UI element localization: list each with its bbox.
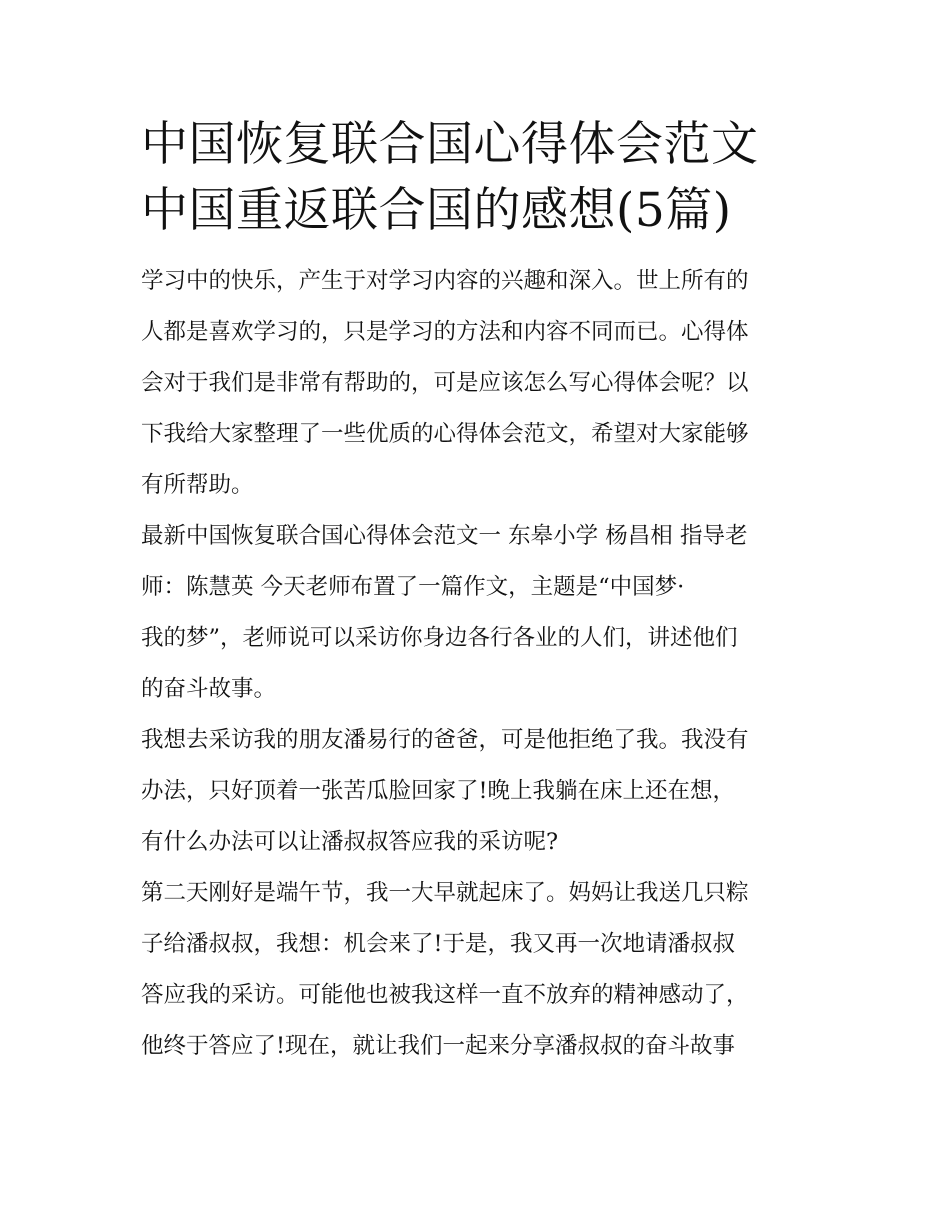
text-line: 人都是喜欢学习的，只是学习的方法和内容不同而已。心得体 — [141, 319, 749, 345]
title-line: 中国重返联合国的感想(5篇) — [141, 183, 732, 238]
text-line: 师：陈慧英 今天老师布置了一篇作文，主题是“中国梦· — [141, 574, 685, 600]
text-line: 的奋斗故事。 — [141, 676, 277, 702]
paragraph-dragon-boat-day — [141, 868, 821, 1072]
text-line: 子给潘叔叔，我想：机会来了!于是，我又再一次地请潘叔叔 — [141, 931, 736, 957]
text-line: 第二天刚好是端午节，我一大早就起床了。妈妈让我送几只粽 — [141, 880, 749, 906]
document-title — [141, 112, 821, 244]
text-line: 他终于答应了!现在，就让我们一起来分享潘叔叔的奋斗故事 — [141, 1033, 736, 1059]
text-line: 最新中国恢复联合国心得体会范文一 东皋小学 杨昌相 指导老 — [141, 523, 748, 549]
text-line: 有所帮助。 — [141, 472, 254, 498]
text-line: 我想去采访我的朋友潘易行的爸爸，可是他拒绝了我。我没有 — [141, 727, 749, 753]
title-line: 中国恢复联合国心得体会范文 — [141, 117, 759, 172]
paragraph-interview-attempt — [141, 715, 821, 868]
paragraph-essay-heading — [141, 511, 821, 715]
text-line: 答应我的采访。可能他也被我这样一直不放弃的精神感动了， — [141, 982, 749, 1008]
text-line: 办法，只好顶着一张苦瓜脸回家了!晚上我躺在床上还在想， — [141, 778, 736, 804]
paragraph-intro — [141, 256, 821, 511]
document-page — [141, 112, 821, 1072]
text-line: 有什么办法可以让潘叔叔答应我的采访呢? — [141, 829, 559, 855]
text-line: 学习中的快乐，产生于对学习内容的兴趣和深入。世上所有的 — [141, 268, 749, 294]
text-line: 我的梦”，老师说可以采访你身边各行各业的人们，讲述他们 — [141, 625, 738, 651]
text-line: 下我给大家整理了一些优质的心得体会范文，希望对大家能够 — [141, 421, 749, 447]
text-line: 会对于我们是非常有帮助的，可是应该怎么写心得体会呢？以 — [141, 370, 749, 396]
